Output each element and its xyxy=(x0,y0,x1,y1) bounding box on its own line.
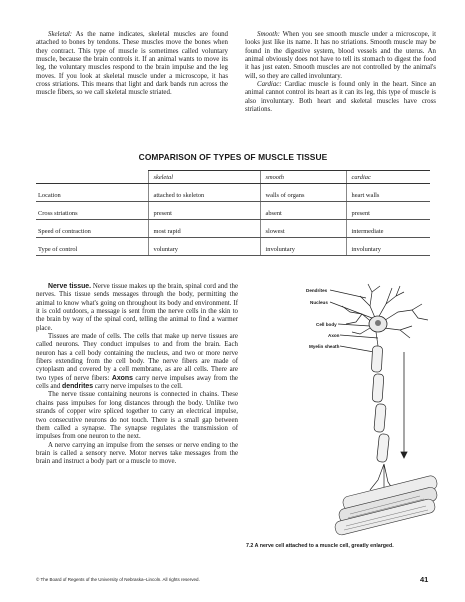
header-cardiac: cardiac xyxy=(346,171,430,184)
neurons-text-a: Tissues are made of cells. The cells that make up nerve tissues are called neurons. They conduct impulses to and from the brain. Each neuron has a cell body containing the nucleus, and two or more nerve fibers extending from the cell body. The nerve fibers are made of cytoplasm and covered by a cell membrane, as are all cells. There are two types of nerve fibers: xyxy=(36,333,238,382)
synapse-paragraph: The nerve tissue containing neurons is connected in chains. These chains pass impulses for long distances through the body. Unlike two strands of copper wire spliced together to carry an electrical impulse, two consecutive neurons do not touch. There is a small gap between them called a synapse. The synapse regulates the transmission of impulses from one neuron to the next. xyxy=(36,391,238,441)
skeletal-term: Skeletal: xyxy=(48,31,73,38)
table-cell: present xyxy=(148,202,260,220)
header-skeletal: skeletal xyxy=(148,171,260,184)
header-smooth: smooth xyxy=(260,171,346,184)
smooth-term: Smooth: xyxy=(257,31,280,38)
table-cell: absent xyxy=(260,202,346,220)
table-cell: involuntary xyxy=(260,238,346,256)
dendrites-term: dendrites xyxy=(62,383,94,391)
page-number: 41 xyxy=(420,575,429,584)
skeletal-paragraph xyxy=(36,31,228,98)
nerve-tissue-section xyxy=(36,283,238,467)
skeletal-text: As the name indicates, skeletal muscles are found attached to bones by tendons. These muscles move the bones when they contract. This type of muscle is sometimes called voluntary muscle, because the brain controls it. If an animal wants to move its leg, the voluntary muscles respond to the brain impulse and the leg moves. If you look at skeletal muscle under a microscope, it has cross striations. This means that light and dark bands run across the muscle fibers, so we call skeletal muscle striated. xyxy=(36,31,228,97)
nerve-tissue-text: Nerve tissue makes up the brain, spinal cord and the nerves. This tissue sends messages through the body, permitting the animal to know what's going on throughout its body and environment. If it is cold outdoors, a message is sent from the nerve cells in the skin to the brain by way of the spinal cord, telling the animal to find a warmer place. xyxy=(36,283,239,332)
neuron-figure xyxy=(300,282,450,540)
neurons-text-b: carry nerve impulses away from the cells and xyxy=(36,374,238,391)
table-cell: walls of organs xyxy=(260,184,346,202)
copyright-footer: © The Board of Regents of the University of Nebraska–Lincoln. All rights reserved. xyxy=(36,577,200,582)
neurons-text-c: carry nerve impulses to the cell. xyxy=(93,383,183,391)
row-label: Speed of contraction xyxy=(36,220,148,238)
row-label: Type of control xyxy=(36,238,148,256)
table-header-row xyxy=(36,171,430,184)
table-row xyxy=(36,220,430,238)
label-dendrites: Dendrites xyxy=(306,288,328,293)
table-row xyxy=(36,202,430,220)
table-cell: slowest xyxy=(260,220,346,238)
table-row xyxy=(36,184,430,202)
table-cell: attached to skeleton xyxy=(148,184,260,202)
table-title: COMPARISON OF TYPES OF MUSCLE TISSUE xyxy=(138,152,328,162)
figure-caption: 7.2 A nerve cell attached to a muscle cell, greatly enlarged. xyxy=(246,543,394,549)
label-axon: Axon xyxy=(328,333,340,338)
neuron-drawing xyxy=(300,282,450,540)
row-label: Cross striations xyxy=(36,202,148,220)
table-cell: intermediate xyxy=(346,220,430,238)
sensory-motor-paragraph: A nerve carrying an impulse from the senses or nerve ending to the brain is called a sensory nerve. Motor nerves take messages from the brain and instruct a body part or a muscle to move. xyxy=(36,441,238,466)
table-cell: heart walls xyxy=(346,184,430,202)
table-row xyxy=(36,238,430,256)
nerve-tissue-term: Nerve tissue. xyxy=(48,283,92,290)
label-cell-body: Cell body xyxy=(316,322,337,327)
label-myelin-sheath: Myelin sheath xyxy=(309,344,340,349)
cardiac-term: Cardiac: xyxy=(257,81,282,89)
cardiac-text: Cardiac muscle is found only in the heart. Since an animal cannot control its heart as it can its leg, this type of muscle is also involuntary. Both heart and skeletal muscles have cross striations. xyxy=(245,81,436,114)
smooth-cardiac-section xyxy=(245,31,436,114)
table-cell: voluntary xyxy=(148,238,260,256)
table-cell: involuntary xyxy=(346,238,430,256)
label-nucleus: Nucleus xyxy=(310,300,328,305)
smooth-text: When you see smooth muscle under a microscope, it looks just like its name. It has no striations. Smooth muscle may be found in the digestive system, blood vessels and the uterus. An animal obviously does not have to tell its stomach to digest the food it has just eaten. Smooth muscles are not controlled by the animal's will, so they are called involuntary. xyxy=(245,31,436,80)
table-cell: present xyxy=(346,202,430,220)
row-label: Location xyxy=(36,184,148,202)
table-corner-cell xyxy=(36,171,148,184)
muscle-comparison-table xyxy=(36,170,430,256)
axons-term: Axons xyxy=(111,374,133,382)
table-cell: most rapid xyxy=(148,220,260,238)
